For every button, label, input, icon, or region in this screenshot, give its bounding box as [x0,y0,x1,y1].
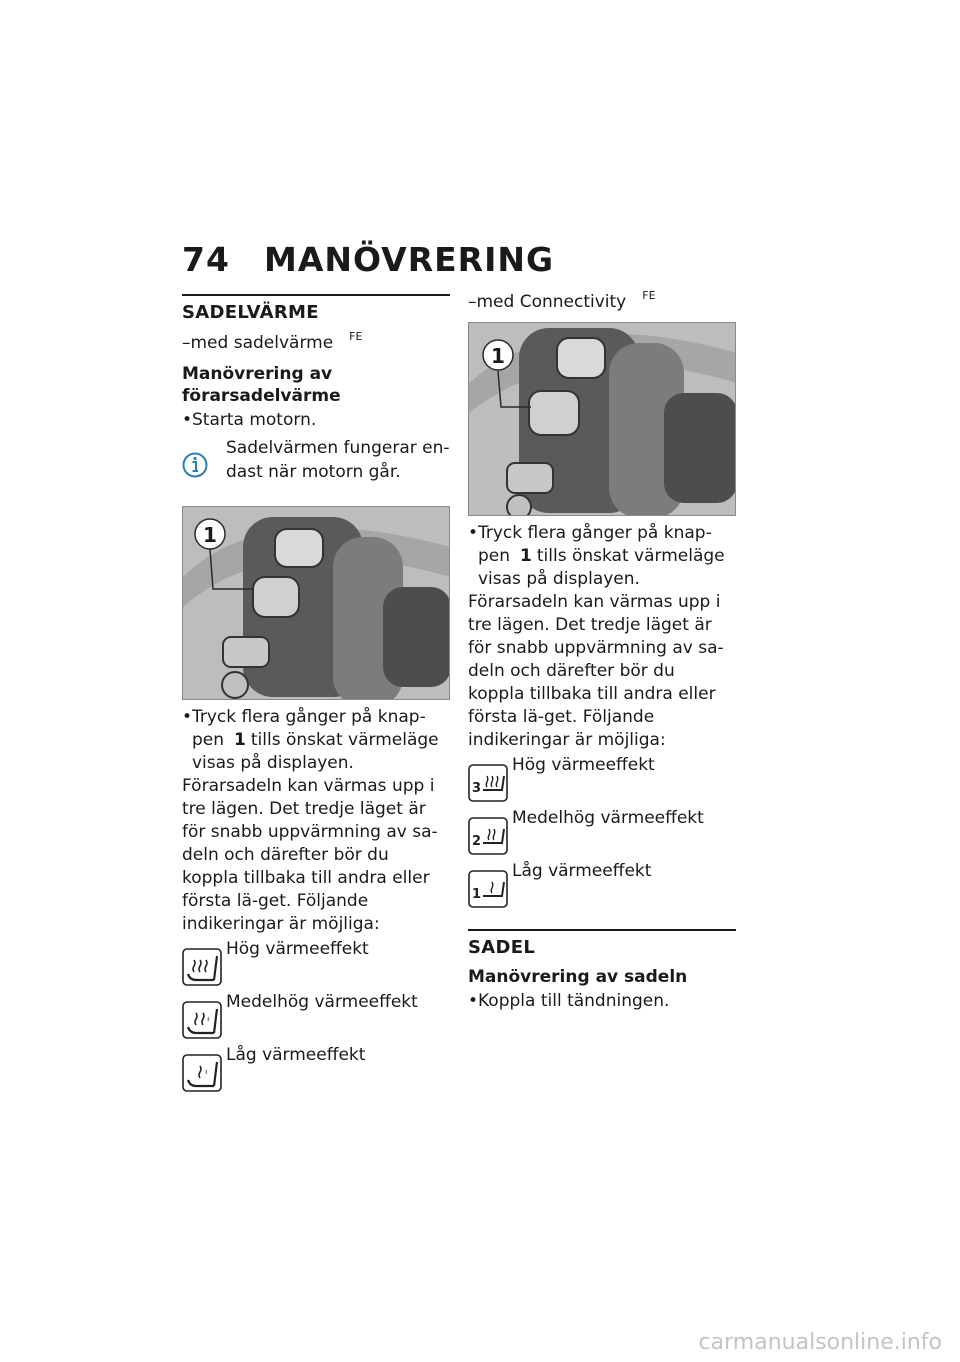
heat-level-row [468,807,736,858]
bullet-text [192,706,450,775]
info-note [182,436,450,484]
seat-heat-level-1-icon [468,870,508,908]
info-icon [182,436,226,484]
bullet-text: Koppla till tändningen. [478,991,670,1011]
heat-level-row [182,991,450,1042]
bullet-text-end: tills önskat värmeläge visas på displayen. [478,546,725,589]
section-rule [468,929,736,931]
handlebar-switch-figure [182,506,450,700]
variant-label [182,331,450,355]
bullet-text-start: Tryck flera gånger på knap-pen [192,707,426,750]
page-header [182,240,554,279]
bullet-item [468,990,736,1013]
heat-level-label: Låg värmeeffekt [512,861,652,881]
figure-callout-1: 1 [491,344,505,368]
variant-code: FE [642,289,656,302]
button-reference: 1 [234,730,246,750]
handlebar-switch-figure-connectivity [468,322,736,516]
bullet-dot-icon: • [468,991,479,1011]
variant-label [468,290,736,314]
seat-heat-level-2-icon [468,817,508,855]
seat-heat-high-icon [182,948,222,986]
heat-level-row [182,938,450,989]
bullet-dot-icon: • [182,707,193,727]
heat-level-row [468,754,736,805]
seat-heat-level-3-icon [468,764,508,802]
heat-level-row [468,860,736,911]
heat-level-label: Hög värmeeffekt [226,939,369,959]
note-text: Sadelvärmen fungerar en-dast när motorn går. [226,438,450,482]
section-title-seat-heating: SADELVÄRME [182,302,319,323]
bullet-dot-icon: • [468,523,479,543]
level-number: 3 [472,781,482,796]
heat-level-label: Medelhög värmeeffekt [226,992,418,1012]
variant-text: –med Connectivity [468,292,627,312]
heat-level-label: Medelhög värmeeffekt [512,808,704,828]
level-number: 1 [472,887,482,902]
section-title-seat: SADEL [468,937,536,958]
bullet-item [468,522,736,591]
seat-heat-medium-icon [182,1001,222,1039]
page-number: 74 [182,240,230,279]
seat-heat-low-icon [182,1054,222,1092]
bullet-text [478,522,736,591]
watermark [0,1330,960,1355]
heat-level-row [182,1044,450,1095]
left-column [182,294,450,1095]
bullet-text-end: tills önskat värmeläge visas på displayen. [192,730,439,773]
heat-level-label: Hög värmeeffekt [512,755,655,775]
watermark-text: carmanualsonline.info [698,1330,942,1355]
variant-code: FE [349,330,363,343]
heat-level-label: Låg värmeeffekt [226,1045,366,1065]
body-paragraph: Förarsadeln kan värmas upp i tre lägen. Det tredje läget är för snabb uppvärmning av sa-deln och därefter bör du koppla tillbaka till andra eller första lä-get. Följande indikeringar är möjliga: [182,776,438,934]
subheading: Manövrering av sadeln [468,967,688,987]
bullet-item [182,409,450,432]
section-rule [182,294,450,296]
button-reference: 1 [520,546,532,566]
body-paragraph: Förarsadeln kan värmas upp i tre lägen. Det tredje läget är för snabb uppvärmning av sa-deln och därefter bör du koppla tillbaka till andra eller första lä-get. Följande indikeringar är möjliga: [468,592,724,750]
bullet-dot-icon: • [182,410,193,430]
page-title: MANÖVRERING [264,240,555,279]
level-number: 2 [472,834,482,849]
bullet-text-start: Tryck flera gånger på knap-pen [478,523,712,566]
bullet-item [182,706,450,775]
subheading: Manövrering av förarsadelvärme [182,364,341,406]
variant-text: –med sadelvärme [182,333,334,353]
figure-callout-1: 1 [203,523,217,547]
bullet-text: Starta motorn. [192,410,317,430]
right-column [468,290,736,1013]
